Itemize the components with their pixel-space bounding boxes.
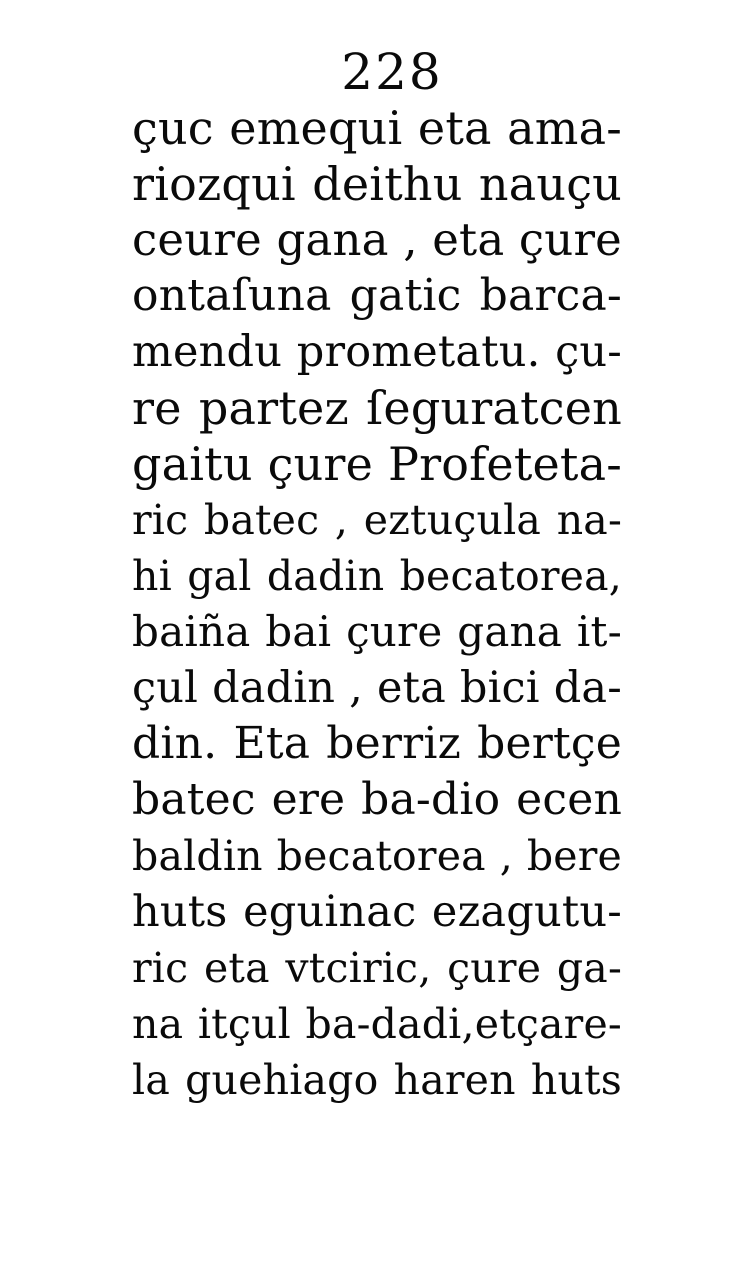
text-line: re partez ſeguratcen — [132, 381, 622, 435]
text-line: riozqui deithu nauçu — [132, 157, 622, 211]
text-line: baiña bai çure gana it- — [132, 607, 622, 656]
text-line: mendu prometatu. çu- — [132, 327, 622, 377]
text-line: ric eta vtciric, çure ga- — [132, 944, 622, 992]
text-line: baldin becatorea , bere — [132, 832, 622, 880]
text-line: hi gal dadin becatorea, — [132, 552, 622, 600]
text-line: gaitu çure Profeteta- — [132, 437, 622, 491]
text-line: ceure gana , eta çure — [132, 213, 622, 266]
page-number: 228 — [341, 43, 443, 101]
text-line: batec ere ba-dio ecen — [132, 774, 622, 825]
body-text — [132, 100, 622, 1108]
text-line: la guehiago haren huts — [132, 1056, 622, 1104]
text-line: huts eguinac ezagutu- — [132, 887, 622, 937]
text-line: din. Eta berriz bertçe — [132, 718, 622, 769]
text-line: çuc emequi eta ama- — [132, 101, 622, 155]
text-line: çul dadin , eta bici da- — [132, 663, 622, 713]
text-line: na itçul ba-dadi,etçare- — [132, 1000, 622, 1048]
text-line: ric batec , eztuçula na- — [132, 496, 622, 544]
text-line: ontaſuna gatic barca- — [132, 270, 622, 321]
